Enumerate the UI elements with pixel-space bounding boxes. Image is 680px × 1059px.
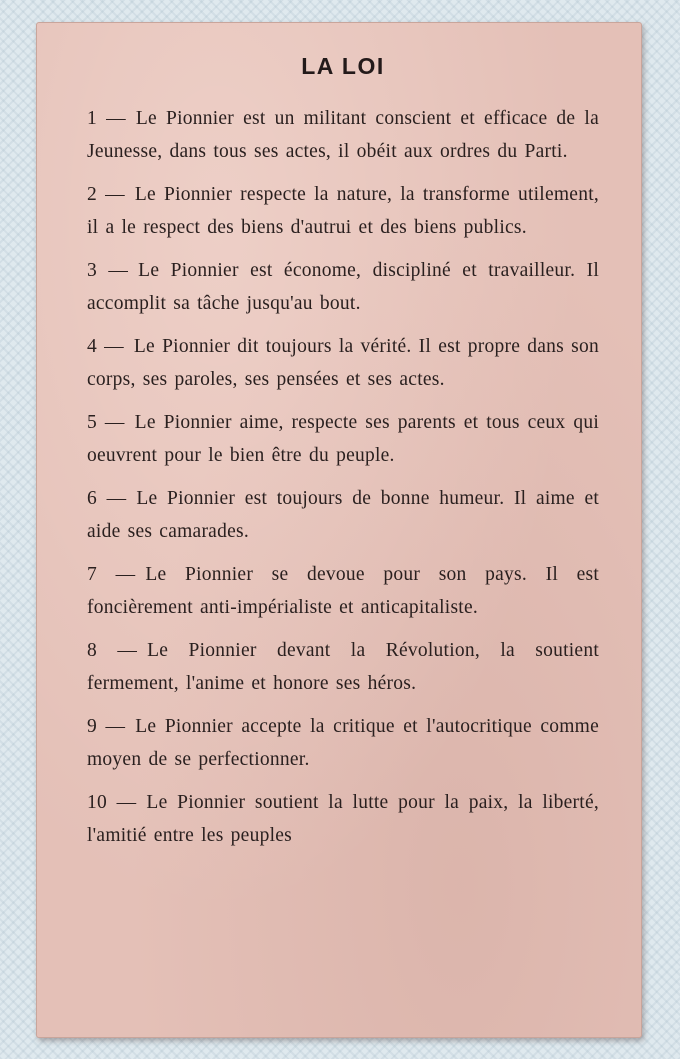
article-4	[87, 330, 599, 396]
article-text: Le Pionnier est un militant conscient et efficace de la Jeunesse, dans tous ses actes, il obéit aux ordres du Parti.	[87, 108, 599, 162]
article-text: Le Pionnier se devoue pour son pays. Il est foncièrement anti-impérialiste et anticapitaliste.	[87, 564, 599, 618]
article-number: 8 —	[87, 640, 138, 661]
article-number: 7 —	[87, 564, 136, 585]
article-number: 4 —	[87, 336, 124, 357]
law-card	[36, 22, 642, 1038]
article-number: 6 —	[87, 488, 127, 509]
article-text: Le Pionnier est toujours de bonne humeur. Il aime et aide ses camarades.	[87, 488, 600, 542]
article-number: 10 —	[87, 792, 137, 813]
article-number: 1 —	[87, 108, 126, 129]
article-7	[87, 558, 599, 624]
article-6	[87, 482, 599, 548]
article-1	[87, 102, 599, 168]
article-3	[87, 254, 599, 320]
article-text: Le Pionnier soutient la lutte pour la paix, la liberté, l'amitié entre les peuples	[87, 792, 599, 846]
article-2	[87, 178, 599, 244]
article-text: Le Pionnier accepte la critique et l'autocritique comme moyen de se perfectionner.	[87, 716, 599, 770]
article-number: 9 —	[87, 716, 126, 737]
article-number: 3 —	[87, 260, 129, 281]
article-8	[87, 634, 599, 700]
page-title: LA LOI	[301, 53, 385, 79]
article-number: 2 —	[87, 184, 125, 205]
article-text: Le Pionnier dit toujours la vérité. Il est propre dans son corps, ses paroles, ses pensées et ses actes.	[87, 336, 599, 390]
article-number: 5 —	[87, 412, 125, 433]
article-10	[87, 786, 599, 852]
article-text: Le Pionnier est économe, discipliné et travailleur. Il accomplit sa tâche jusqu'au bout.	[87, 260, 599, 314]
article-5	[87, 406, 599, 472]
article-text: Le Pionnier devant la Révolution, la soutient fermement, l'anime et honore ses héros.	[87, 640, 600, 694]
article-text: Le Pionnier aime, respecte ses parents et tous ceux qui oeuvrent pour le bien être du peuple.	[87, 412, 599, 466]
article-9	[87, 710, 599, 776]
article-text: Le Pionnier respecte la nature, la transforme utilement, il a le respect des biens d'autrui et des biens publics.	[87, 184, 599, 238]
